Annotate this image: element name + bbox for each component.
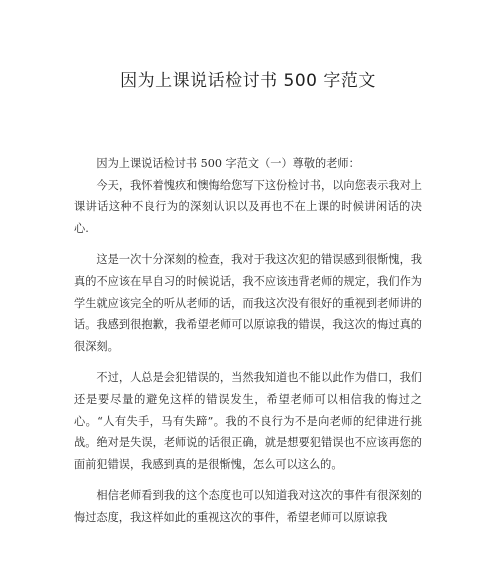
paragraph-heading-line: 因为上课说话检讨书 500 字范文（一）尊敬的老师： (96, 157, 360, 170)
paragraph-1: 今天，我怀着愧疚和懊悔给您写下这份检讨书，以向您表示我对上课讲话这种不良行为的深刻认识以及再也不在上课的时候讲闲话的决心. (74, 178, 422, 235)
paragraph-4: 相信老师看到我的这个态度也可以知道我对这次的事件有很深刻的悔过态度，我这样如此的重视这次的事件，希望老师可以原谅我 (74, 489, 422, 524)
paragraph-2: 这是一次十分深刻的检查，我对于我这次犯的错误感到很惭愧，我真的不应该在早自习的时候说话，我不应该违背老师的规定，我们作为学生就应该完全的听从老师的话，而我这次没有很好的重视到老师讲的话。我感到很抱歉，我希望老师可以原谅我的错误，我这次的悔过真的很深刻。 (74, 253, 422, 353)
document-body (74, 153, 422, 539)
document-title: 因为上课说话检讨书 500 字范文 (120, 71, 376, 91)
paragraph-3: 不过，人总是会犯错误的，当然我知道也不能以此作为借口，我们还是要尽量的避免这样的错误发生，希望老师可以相信我的悔过之心。“人有失手，马有失蹄”。我的不良行为不是向老师的纪律进行挑战。绝对是失误，老师说的话很正确，就是想要犯错误也不应该再您的面前犯错误，我感到真的是很惭愧，怎么可以这么的。 (74, 371, 422, 471)
